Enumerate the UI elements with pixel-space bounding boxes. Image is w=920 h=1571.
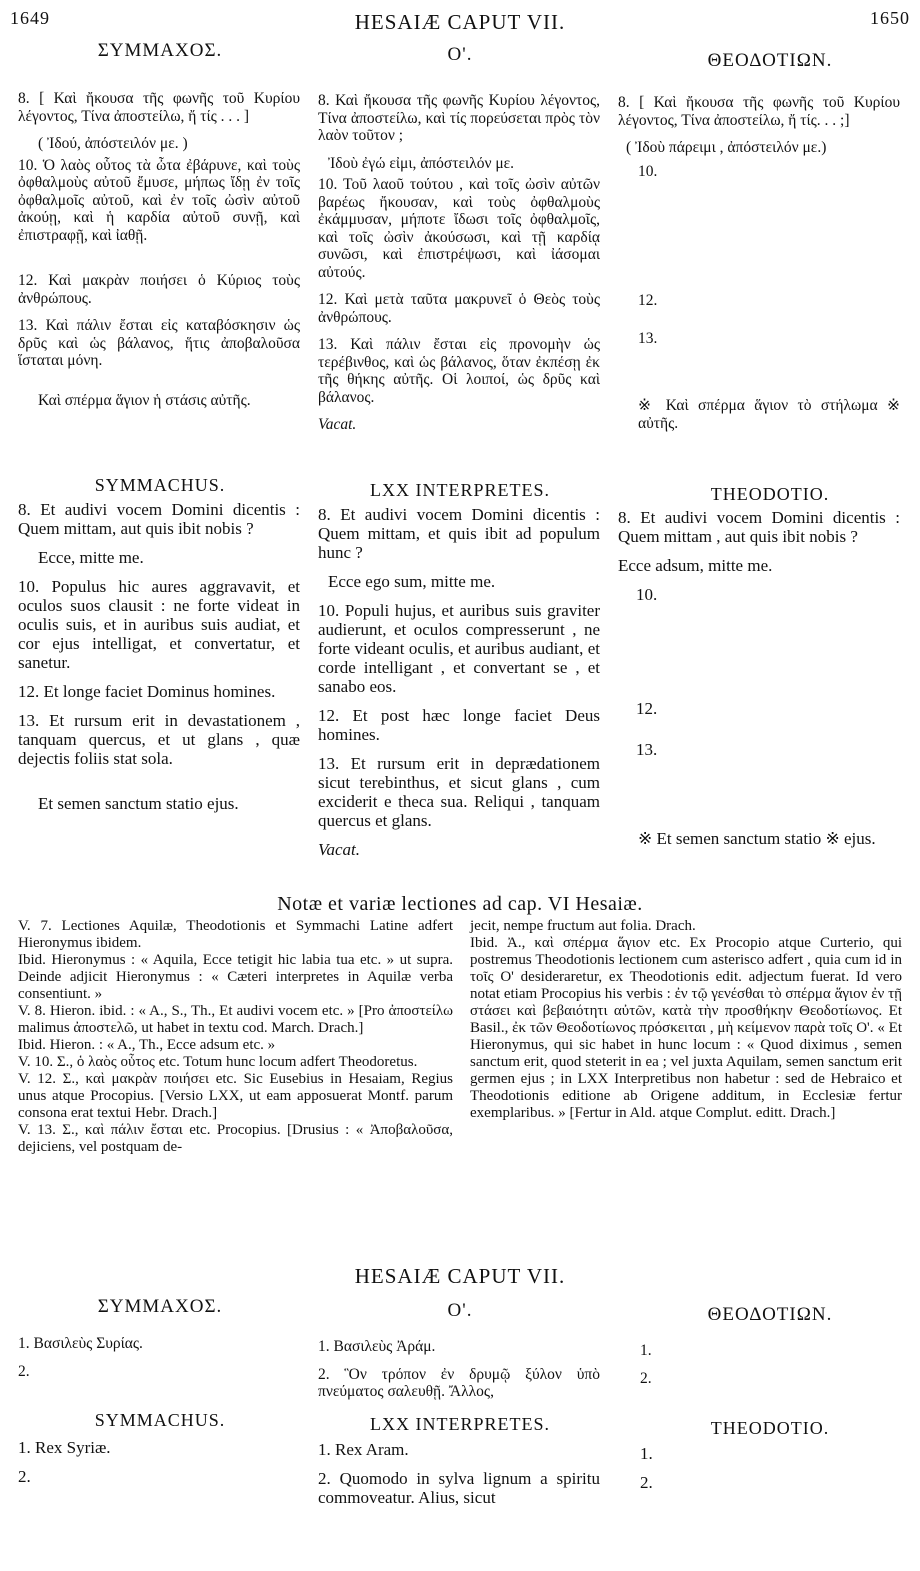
verse-8-answer: ( Ἰδού, ἀπόστειλόν με. ) xyxy=(38,135,188,152)
head-lxx-latin: LXX INTERPRETES. xyxy=(370,480,550,500)
theodotion-greek-column xyxy=(618,94,900,442)
head-theodotio-latin-2: THEODOTIO. xyxy=(710,1418,830,1438)
theodotion-greek-column-2 xyxy=(640,1342,900,1397)
verse-8: 8. [ Καὶ ἤκουσα τῆς φωνῆς τοῦ Κυρίου λέγοντος, Τίνα ἀποστείλω, ἤ τίς . . . ] xyxy=(18,90,300,125)
verse-12: 12. xyxy=(636,699,658,718)
verse-10: 10. Populus hic aures aggravavit, et oculos suos clausit : ne forte videat in oculis suis, et in auribus suis audiat, et cor ejus intelligat, et convertatur, et sanetur. xyxy=(18,577,300,672)
verse-1: 1. xyxy=(640,1342,652,1359)
note-v10: V. 10. Σ., ὁ λαὸς οὗτος etc. Totum hunc locum adfert Theodoretus. xyxy=(18,1054,418,1070)
note-v7: V. 7. Lectiones Aquilæ, Theodotionis et Symmachi Latine adfert Hieronymus ibidem. xyxy=(18,918,453,951)
head-lxx-greek-2: Ο'. xyxy=(447,1300,473,1321)
verse-8: 8. Et audivi vocem Domini dicentis : Quem mittam, aut quis ibit nobis ? xyxy=(18,500,300,538)
verse-13: 13. Καὶ πάλιν ἔσται εἰς προνομὴν ὡς τερέβινθος, καὶ ὡς βάλανος, ὅταν ἐκπέσῃ ἐκ τῆς θήκης αὐτῆς. Οἱ λοιποί, ὡς δρῦς καὶ βάλανος. xyxy=(318,336,600,406)
note-continued: jecit, nempe fructum aut folia. Drach. xyxy=(470,918,696,934)
theodotio-latin-column xyxy=(618,508,900,858)
verse-semen: ※ Καὶ σπέρμα ἅγιον τὸ στήλωμα ※ αὐτῆς. xyxy=(638,397,900,432)
head-lxx-greek: Ο'. xyxy=(447,44,473,65)
verse-2: 2. xyxy=(18,1362,30,1380)
verse-semen: Καὶ σπέρμα ἅγιον ἡ στάσις αὐτῆς. xyxy=(38,391,251,409)
verse-13: 13. xyxy=(638,329,658,347)
lxx-greek-column xyxy=(318,92,600,444)
verse-12: 12. Et post hæc longe faciet Deus homines. xyxy=(318,706,600,744)
verse-2: 2. xyxy=(640,1369,652,1387)
note-ibid-hieronymus: Ibid. Hieronymus : « Aquila, Ecce tetigit hic labia tua etc. » ut supra. Deinde adjicit Hieronymus : « Cæteri interpretes in Aquilæ verba consentiunt. » xyxy=(18,952,453,1002)
verse-8: 8. Et audivi vocem Domini dicentis : Quem mittam , aut quis ibit nobis ? xyxy=(618,508,900,546)
verse-12: 12. xyxy=(638,292,658,309)
lxx-greek-column-2 xyxy=(318,1338,600,1411)
verse-8: 8. Καὶ ἤκουσα τῆς φωνῆς Κυρίου λέγοντος, Τίνα ἀποστείλω, καὶ τίς πορεύσεται πρὸς τὸν λαὸν τοῦτον ; xyxy=(318,92,600,144)
verse-10: 10. xyxy=(638,162,658,180)
page-title: HESAIÆ CAPUT VII. xyxy=(354,10,566,34)
verse-8-answer: Ecce ego sum, mitte me. xyxy=(328,572,496,591)
theodotio-latin-column-2 xyxy=(640,1444,900,1502)
verse-8-answer: Ἰδοὺ ἐγώ εἰμι, ἀπόστειλόν με. xyxy=(328,154,515,172)
verse-1: 1. Rex Syriæ. xyxy=(18,1438,111,1457)
notes-title: Notæ et variæ lectiones ad cap. VI Hesaiæ. xyxy=(277,893,643,915)
head-symmachus-greek-2: ΣΥΜΜΑΧΟΣ. xyxy=(97,1296,223,1317)
verse-12: 12. Καὶ μετὰ ταῦτα μακρυνεῖ ὁ Θεὸς τοὺς ἀνθρώπους. xyxy=(318,291,600,326)
verse-1: 1. Βασιλεὺς Ἀράμ. xyxy=(318,1338,436,1355)
verse-10: 10. Populi hujus, et auribus suis graviter audierunt, et oculos compresserunt , ne forte videant oculis, et auribus audiant, et corde intelligant , et convertant se , et sanabo eos. xyxy=(318,601,600,696)
verse-12: 12. Et longe faciet Dominus homines. xyxy=(18,682,276,701)
head-theodotion-greek: ΘΕΟΔΟΤΙΩΝ. xyxy=(707,50,833,71)
chapter-title: HESAIÆ CAPUT VII. xyxy=(354,1264,566,1288)
verse-13: 13. Καὶ πάλιν ἔσται εἰς καταβόσκησιν ὡς δρῦς καὶ ὡς βάλανος, ἥτις ἀποβαλοῦσα ἵσταται μόνη. xyxy=(18,317,300,369)
page-number-left: 1649 xyxy=(10,8,50,28)
note-v8: V. 8. Hieron. ibid. : « A., S., Th., Et audivi vocem etc. » [Pro ἀποστείλω malimus ἀποστελῶ, ut habet in textu cod. March. Drach.] xyxy=(18,1003,453,1036)
note-v12: V. 12. Σ., καὶ μακρὰν ποιήσει etc. Sic Eusebius in Hesaiam, Regius unus atque Procopius. [Versio LXX, ut eam apposuerat Montf. parum consona erat textui Hebr. Drach.] xyxy=(18,1071,453,1121)
lxx-latin-column xyxy=(318,505,600,869)
verse-13: 13. Et rursum erit in devastationem , tanquam quercus, et ut glans , quæ dejectis foliis stat sola. xyxy=(18,711,300,768)
note-ibid-hieron: Ibid. Hieron. : « A., Th., Ecce adsum etc. » xyxy=(18,1037,276,1053)
symmachus-latin-column-2 xyxy=(18,1438,300,1496)
lxx-latin-column-2 xyxy=(318,1440,600,1517)
verse-10: 10. Τοῦ λαοῦ τούτου , καὶ τοῖς ὠσὶν αὐτῶν βαρέως ἤκουσαν, καὶ τοὺς ὀφθαλμοὺς ἐκάμμυσαν, μήποτε ἴδωσι τοῖς ὀφθαλμοῖς, καὶ τοῖς ὠσὶν ἀκούσωσι, καὶ τῇ καρδίᾳ συνῶσι, καὶ ἐπιστρέψωσι, καὶ ἰάσομαι αὐτούς. xyxy=(318,176,600,281)
verse-10: 10. Ὁ λαὸς οὗτος τὰ ὦτα ἐβάρυνε, καὶ τοὺς ὀφθαλμοὺς αὐτοῦ ἔμυσε, μήπως ἴδῃ ἐν τοῖς ὀφθαλμοῖς αὐτοῦ, καὶ ἐν τοῖς ὠσὶν αὐτοῦ ἀκούῃ, καὶ ἡ καρδία αὐτοῦ συνῇ, καὶ ἐπιστραφῇ, καὶ ἰαθῇ. xyxy=(18,156,300,244)
verse-semen: ※ Et semen sanctum statio ※ ejus. xyxy=(638,829,876,848)
verse-13: 13. xyxy=(636,740,658,759)
verse-8: 8. [ Καὶ ἤκουσα τῆς φωνῆς τοῦ Κυρίου λέγοντος, Τίνα ἀποστείλω, ἤ τίς. . . ;] xyxy=(618,94,900,129)
head-symmachus-latin-2: SYMMACHUS. xyxy=(94,1410,226,1430)
note-ibid-semen: Ibid. Ἀ., καὶ σπέρμα ἅγιον etc. Ex Procopio atque Curterio, qui postremus Theodotionis lectionem cum asterisco adfert , quia cum id in τοῖς Ο' desideraretur, ex Theodotionis edit. adjectum fuerat. Id vero notat etiam Procopius his verbis : ἐν τῷ γενέσθαι τὸ σπέρμα ἅγιον ἐν τῇ στάσει καὶ βεβαιότητι αὐτῶν, κατὰ τὴν προσθήκην Θεοδοτίωνος. Et Basil., ἐκ τῶν Θεοδοτίωνος πρόσκειται , μὴ κείμενον παρὰ τοῖς Ο'. « Et Hieronymus, qui sic habet in hunc locum : « Quod diximus , semen sanctum erit, quod steterit in ea ; vel juxta Aquilam, semen sanctum erit germen ejus ; in LXX Interpretibus non habetur : sed de Hebraico et Theodotionis editione ab Origene additum, in Ecclesiæ fertur exemplaribus. » [Fertur in Ald. atque Complut. editt. Drach.] xyxy=(470,935,902,1121)
verse-8-answer: Ecce, mitte me. xyxy=(38,548,144,567)
verse-8-answer: Ecce adsum, mitte me. xyxy=(618,556,773,575)
verse-8: 8. Et audivi vocem Domini dicentis : Quem mittam, et quis ibit ad populum hunc ? xyxy=(318,505,600,562)
verse-1: 1. xyxy=(640,1444,653,1463)
head-lxx-latin-2: LXX INTERPRETES. xyxy=(370,1414,550,1434)
symmachus-greek-column xyxy=(18,90,300,419)
page-number-right: 1650 xyxy=(870,8,910,28)
verse-10: 10. xyxy=(636,585,658,604)
verse-1: 1. Βασιλεὺς Συρίας. xyxy=(18,1335,143,1352)
vacat: Vacat. xyxy=(318,416,357,433)
verse-1: 1. Rex Aram. xyxy=(318,1440,409,1459)
vacat: Vacat. xyxy=(318,840,361,859)
symmachus-greek-column-2 xyxy=(18,1335,300,1390)
head-symmachus-greek: ΣΥΜΜΑΧΟΣ. xyxy=(97,40,223,61)
verse-2: 2. Quomodo in sylva lignum a spiritu commoveatur. Alius, sicut xyxy=(318,1469,600,1507)
verse-2: 2. xyxy=(18,1467,31,1486)
verse-8-answer: ( Ἰδοὺ πάρειμι , ἀπόστειλόν με.) xyxy=(626,139,827,156)
verse-12: 12. Καὶ μακρὰν ποιήσει ὁ Κύριος τοὺς ἀνθρώπους. xyxy=(18,272,300,307)
notes-left-column xyxy=(18,918,453,1156)
head-theodotion-greek-2: ΘΕΟΔΟΤΙΩΝ. xyxy=(707,1304,833,1325)
symmachus-latin-column xyxy=(18,500,300,823)
verse-2: 2. xyxy=(640,1473,653,1492)
verse-13: 13. Et rursum erit in deprædationem sicut terebinthus, et sicut glans , cum exciderit e theca sua. Reliqui , tanquam quercus et glans. xyxy=(318,754,600,830)
notes-right-column xyxy=(470,918,902,1122)
head-theodotio-latin: THEODOTIO. xyxy=(710,484,830,504)
verse-semen: Et semen sanctum statio ejus. xyxy=(38,794,239,813)
head-symmachus-latin: SYMMACHUS. xyxy=(94,475,226,495)
note-v13: V. 13. Σ., καὶ πάλιν ἔσται etc. Procopius. [Drusius : « Ἀποβαλοῦσα, dejiciens, vel postquam de- xyxy=(18,1122,453,1155)
verse-2: 2. Ὃν τρόπον ἐν δρυμῷ ξύλον ὑπὸ πνεύματος σαλευθῇ. Ἄλλος, xyxy=(318,1365,600,1400)
